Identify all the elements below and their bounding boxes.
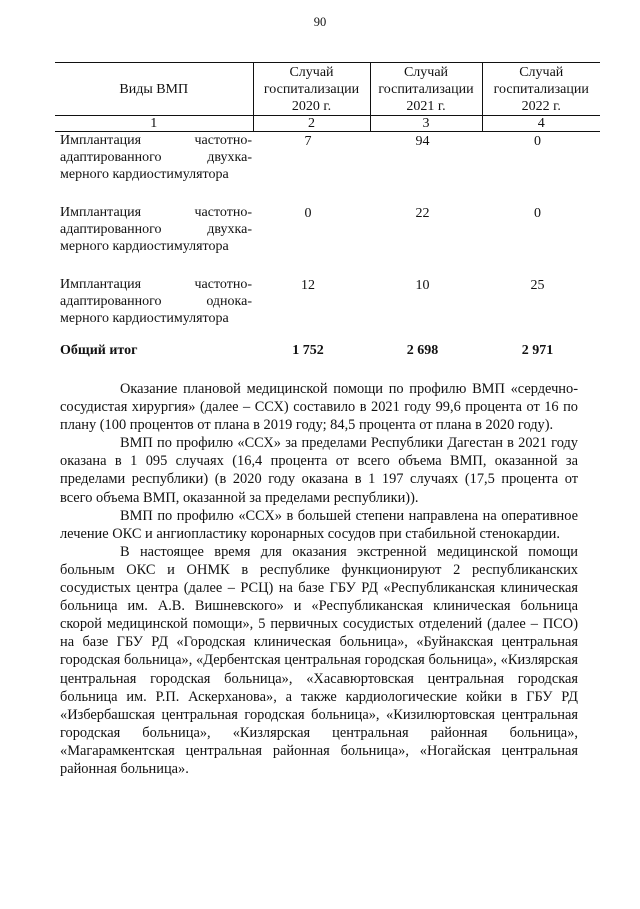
table-row [55,132,600,185]
table-header-row [55,63,600,116]
row-value-2021: 22 [415,206,430,221]
row-vmp-type: Имплантация частотно-адаптированного однока-мерного кардиостимулятора [60,277,252,326]
total-value-2021: 2 698 [406,343,439,358]
paragraph: В настоящее время для оказания экстренной медицинской помощи больным ОКС и ОНМК в республике функционируют 2 республиканских сосудистых центра (далее – РСЦ) на базе ГБУ РД «Республиканская клиническая больница им. А.В. Вишневского» и «Республиканская клиническая больница скорой медицинской помощи», 5 первичных сосудистых отделений (далее – ПСО) на базе ГБУ РД «Городская клиническая больница», «Буйнакская центральная городская больница», «Дербентская центральная городская больница», «Кизлярская центральная городская больница», «Хасавюртовская центральная городская больница им. Р.П. Аскерханова», а также кардиологические койки в ГБУ РД «Избербашская центральная городская больница», «Кизилюртовская центральная городская больница», «Кизлярская центральная районная больница», «Магарамкентская центральная районная больница», «Ногайская центральная районная больница». [60,543,578,777]
column-number: 1 [55,116,253,132]
header-cases-2020: Случай госпитализации 2020 г. [253,63,370,116]
total-label: Общий итог [60,343,138,358]
page-number: 90 [313,15,327,29]
paragraph: Оказание плановой медицинской помощи по профилю ВМП «сердечно-сосудистая хирургия» (далее – ССХ) составило в 2021 году 99,6 процента от 16 по плану (100 процентов от плана в 2019 году; 84,5 процента от плана в 2020 году). [60,381,578,434]
row-value-2020: 0 [304,206,312,221]
column-number: 2 [253,116,370,132]
column-number-row [55,116,600,132]
row-value-2022: 25 [530,278,545,293]
header-vmp-types: Виды ВМП [55,63,253,116]
header-cases-2021: Случай госпитализации 2021 г. [370,63,482,116]
total-value-2020: 1 752 [292,343,324,358]
total-value-2022: 2 971 [521,343,554,358]
vmp-hospitalization-table [55,62,600,394]
row-value-2021: 10 [415,278,430,293]
row-value-2022: 0 [534,134,541,149]
paragraph: ВМП по профилю «ССХ» в большей степени направлена на оперативное лечение ОКС и ангиопластику коронарных сосудов при стабильной стенокардии. [60,507,578,542]
table-row [55,204,600,256]
row-value-2022: 0 [534,206,541,221]
paragraph: ВМП по профилю «ССХ» за пределами Республики Дагестан в 2021 году оказана в 1 095 случаях (16,4 процента от всего объема ВМП, оказанной за пределами республики) (в 2020 году оказана в 1 197 случаях (17,5 процента от всего объема ВМП, оказанной за пределами республики)). [60,435,578,506]
body-text [60,380,578,778]
header-cases-2022: Случай госпитализации 2022 г. [482,63,600,116]
row-value-2020: 12 [301,278,315,293]
row-value-2020: 7 [304,134,312,149]
row-vmp-type: Имплантация частотно-адаптированного двухка-мерного кардиостимулятора [60,133,252,182]
row-vmp-type: Имплантация частотно-адаптированного двухка-мерного кардиостимулятора [60,205,252,254]
column-number: 4 [482,116,600,132]
table-row [55,276,600,328]
column-number: 3 [370,116,482,132]
row-value-2021: 94 [415,134,430,149]
